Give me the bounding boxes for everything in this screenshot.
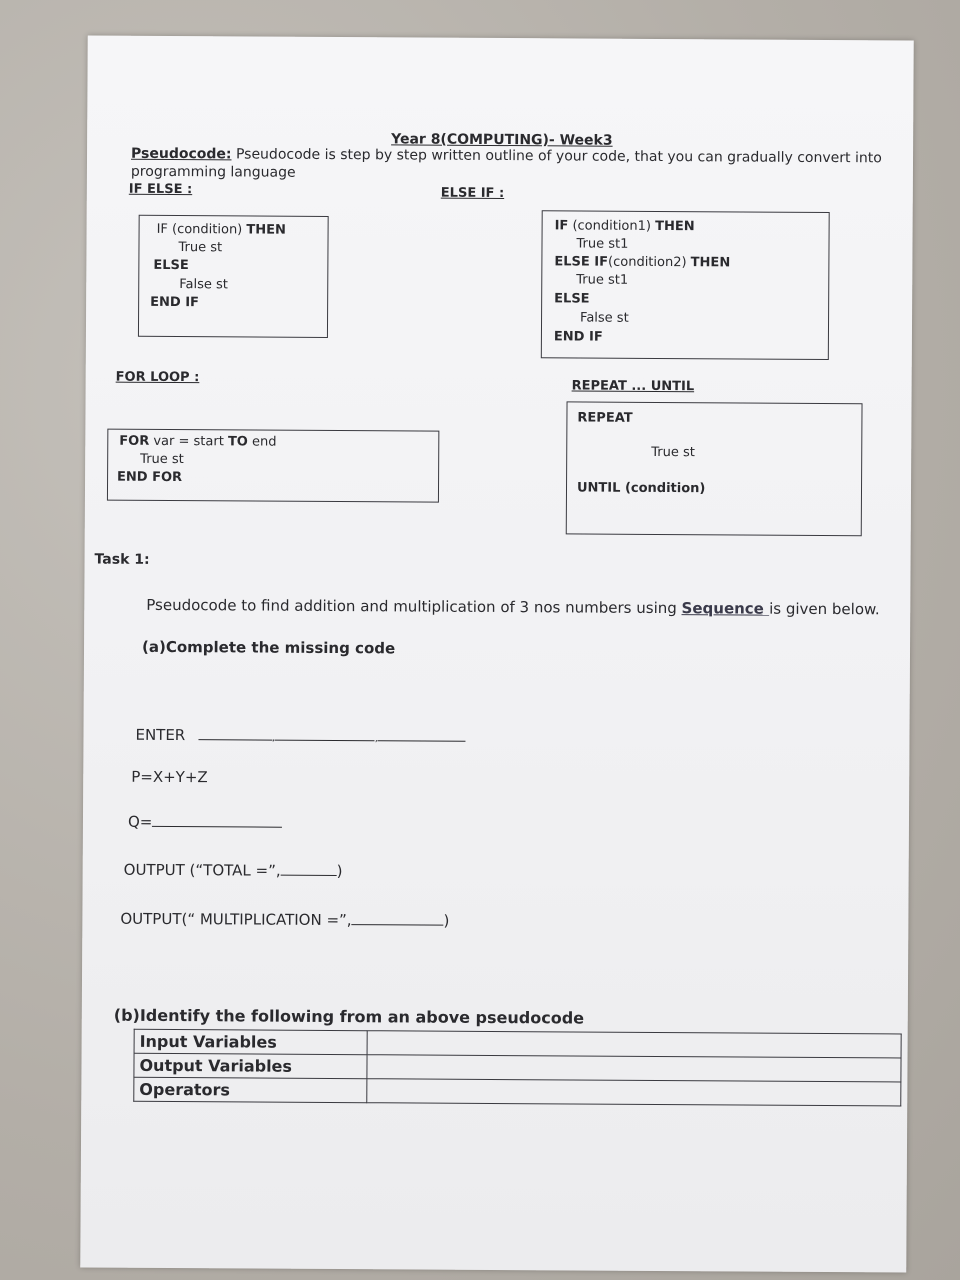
- mult-blank[interactable]: [352, 912, 444, 926]
- condition2-text: (condition2): [608, 254, 691, 271]
- input-blank-1[interactable]: [198, 727, 272, 740]
- repeat-kw-until: UNTIL (condition): [576, 480, 706, 497]
- enter-line: [135, 726, 465, 746]
- row-label: Operators: [134, 1077, 367, 1102]
- for-loop-kw-endfor: END FOR: [117, 469, 183, 486]
- q-blank[interactable]: [152, 814, 282, 828]
- kw-then: THEN: [246, 222, 286, 238]
- if-else-false-st: False st: [179, 277, 228, 293]
- row-label: Input Variables: [134, 1029, 367, 1054]
- kw-then: THEN: [655, 218, 695, 235]
- q-line: [128, 813, 282, 832]
- task-label: Task 1:: [94, 551, 150, 568]
- task-intro: [146, 596, 880, 618]
- condition-text: (condition): [167, 221, 247, 238]
- pseudocode-label: Pseudocode:: [131, 145, 232, 163]
- sequence-term: Sequence: [681, 599, 770, 618]
- input-blank-2[interactable]: [275, 728, 375, 742]
- answer-cell-input-variables[interactable]: [367, 1031, 901, 1058]
- pseudocode-desc-line2: programming language: [130, 163, 296, 181]
- page-title: Year 8(COMPUTING)- Week3: [391, 131, 613, 149]
- pseudocode-desc-line1: Pseudocode is step by step written outline of your code, that you can gradually convert into: [231, 146, 882, 167]
- answer-cell-output-variables[interactable]: [367, 1055, 901, 1082]
- for-var-text: var = start: [149, 433, 229, 450]
- else-if-heading: ELSE IF :: [440, 185, 505, 202]
- kw-else-if: ELSE IF: [554, 254, 609, 270]
- table-row: [134, 1077, 901, 1106]
- if-else-line1: [157, 222, 286, 238]
- for-loop-heading: FOR LOOP :: [115, 369, 200, 386]
- repeat-heading: REPEAT ... UNTIL: [571, 378, 695, 395]
- else-if-line1: [555, 218, 695, 234]
- enter-keyword: ENTER: [135, 725, 186, 745]
- for-loop-line1: [119, 434, 276, 450]
- worksheet-page: [80, 35, 914, 1272]
- for-end-text: end: [247, 434, 277, 450]
- else-if-line3: [554, 254, 730, 270]
- pseudocode-definition: [131, 146, 882, 167]
- else-if-kw-else: ELSE: [554, 291, 590, 307]
- repeat-true-st: True st: [651, 444, 695, 461]
- kw-if: IF: [554, 218, 569, 234]
- else-if-true-st1b: True st1: [576, 272, 629, 288]
- part-a-heading: (a)Complete the missing code: [141, 637, 396, 658]
- kw-to: TO: [227, 434, 248, 450]
- kw-if: IF: [156, 221, 168, 237]
- else-if-true-st1: True st1: [576, 236, 629, 252]
- row-label: Output Variables: [134, 1053, 367, 1078]
- if-else-heading: IF ELSE :: [128, 181, 193, 198]
- if-else-kw-endif: END IF: [150, 294, 199, 311]
- kw-then: THEN: [690, 255, 731, 271]
- comma-1: ,: [271, 733, 275, 744]
- output-total-line: [124, 861, 343, 880]
- if-else-true-st: True st: [178, 240, 223, 256]
- comma-2: ,: [374, 734, 378, 745]
- total-blank[interactable]: [281, 863, 337, 876]
- q-assign: Q=: [127, 812, 153, 831]
- answer-cell-operators[interactable]: [367, 1079, 901, 1106]
- task-intro-end: is given below.: [769, 599, 880, 619]
- task-intro-text: Pseudocode to find addition and multiplication of 3 nos numbers using: [146, 595, 682, 618]
- output-mult-text: OUTPUT(“ MULTIPLICATION =”,: [120, 909, 352, 930]
- if-else-kw-else: ELSE: [153, 257, 189, 274]
- identify-table: [133, 1029, 901, 1107]
- sum-line: P=X+Y+Z: [131, 767, 208, 787]
- output-total-text: OUTPUT (“TOTAL =”,: [123, 860, 281, 880]
- condition1-text: (condition1): [568, 218, 656, 234]
- repeat-kw-repeat: REPEAT: [577, 410, 633, 426]
- kw-for: FOR: [119, 433, 150, 449]
- else-if-kw-endif: END IF: [553, 329, 603, 345]
- output-mult-line: [120, 910, 449, 930]
- part-b-heading: (b)Identify the following from an above pseudocode: [113, 1005, 585, 1028]
- input-blank-3[interactable]: [378, 728, 466, 742]
- else-if-false-st: False st: [580, 310, 629, 326]
- close-paren-1: ): [336, 862, 343, 881]
- for-loop-true-st: True st: [140, 451, 184, 468]
- close-paren-2: ): [443, 911, 450, 930]
